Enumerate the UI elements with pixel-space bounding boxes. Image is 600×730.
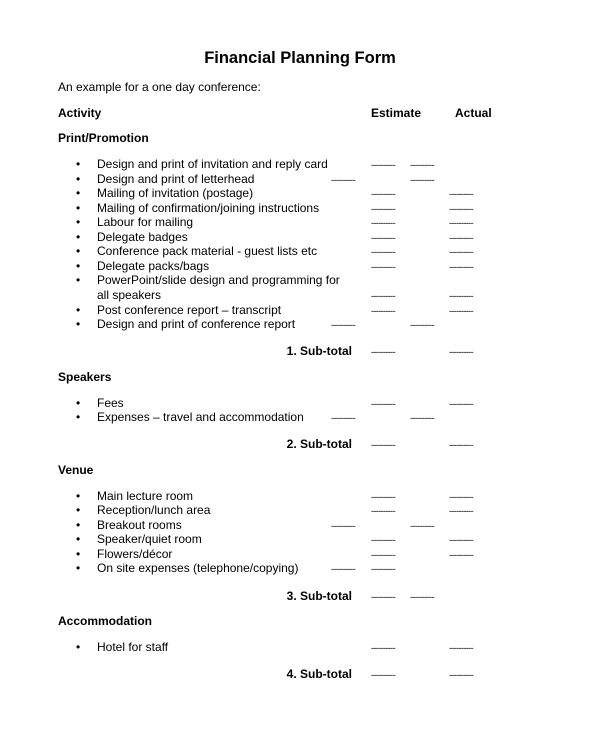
line-item-estimate-blank: ----------	[371, 549, 395, 560]
line-item-label: Post conference report – transcript	[97, 302, 282, 317]
bullet-icon: •	[76, 302, 81, 317]
bullet-icon: •	[76, 517, 81, 532]
line-item-estimate-blank: ----------	[331, 174, 355, 185]
header-actual: Actual	[455, 106, 492, 120]
line-item-label: Mailing of confirmation/joining instructions	[97, 200, 320, 215]
line-item-actual-blank: ----------	[449, 491, 473, 502]
bullet-icon: •	[76, 503, 81, 518]
line-item-actual-blank: ----------	[410, 413, 434, 424]
line-item-estimate-blank: ----------	[371, 203, 395, 214]
line-item-estimate-blank: ----------	[371, 491, 395, 502]
subtotal-actual-blank: ----------	[449, 670, 473, 681]
line-item-label: Design and print of conference report	[97, 317, 296, 332]
line-item-estimate-blank: ----------	[371, 290, 395, 301]
line-item-estimate-blank: ----------	[371, 305, 395, 316]
line-item-estimate-blank: ----------	[331, 320, 355, 331]
line-item-actual-blank: ----------	[449, 535, 473, 546]
line-item-estimate-blank: ----------	[371, 398, 395, 409]
section-heading: Venue	[58, 462, 94, 477]
header-activity: Activity	[58, 106, 102, 120]
bullet-icon: •	[76, 157, 81, 171]
line-item-estimate-blank: ----------	[331, 520, 355, 531]
line-item-actual-blank: ----------	[449, 189, 473, 200]
bullet-icon: •	[76, 258, 81, 273]
line-item-estimate-blank: ----------	[331, 564, 355, 575]
line-item-label: Design and print of invitation and reply card	[97, 157, 328, 171]
bullet-icon: •	[76, 200, 81, 215]
subtitle: An example for a one day conference:	[58, 80, 261, 94]
bullet-icon: •	[76, 640, 81, 654]
line-item-actual-blank: ----------	[449, 261, 473, 272]
line-item-estimate-blank: ----------	[371, 232, 395, 243]
line-item-estimate-blank: ----------	[371, 506, 395, 517]
line-item-estimate-blank: ----------	[331, 413, 355, 424]
header-estimate: Estimate	[371, 106, 422, 120]
bullet-icon: •	[76, 215, 81, 230]
line-item-actual-blank: ----------	[449, 203, 473, 214]
line-item-estimate-blank: ----------	[371, 261, 395, 272]
subtotal-estimate-blank: ----------	[371, 440, 395, 451]
line-item-label: Fees	[97, 395, 124, 410]
line-item-label: Design and print of letterhead	[97, 171, 255, 186]
bullet-icon: •	[76, 410, 81, 425]
bullet-icon: •	[76, 395, 81, 410]
bullet-icon: •	[76, 317, 81, 332]
subtotal-label: 2. Sub-total	[286, 437, 352, 452]
line-item-actual-blank: ----------	[410, 174, 434, 185]
bullet-icon: •	[76, 229, 81, 244]
line-item-label: Reception/lunch area	[97, 503, 211, 518]
line-item-estimate-blank: ----------	[371, 160, 395, 170]
line-item-label-continued: all speakers	[97, 287, 162, 302]
line-item-label: Mailing of invitation (postage)	[97, 186, 254, 201]
line-item-label: PowerPoint/slide design and programming for	[97, 273, 340, 288]
bullet-icon: •	[76, 532, 81, 547]
section-heading: Print/Promotion	[58, 131, 149, 145]
line-item-actual-blank: ----------	[410, 320, 434, 331]
line-item-actual-blank: ----------	[449, 549, 473, 560]
section-heading: Speakers	[58, 369, 112, 384]
line-item-estimate-blank: ----------	[371, 535, 395, 546]
line-item-label: Expenses – travel and accommodation	[97, 410, 304, 425]
line-item-label: Delegate packs/bags	[97, 258, 210, 273]
line-item-actual-blank: ----------	[410, 160, 434, 170]
line-item-label: Labour for mailing	[97, 215, 194, 230]
line-item-estimate-blank: ----------	[371, 218, 395, 229]
line-item-actual-blank: ----------	[410, 520, 434, 531]
line-item-label: On site expenses (telephone/copying)	[97, 561, 299, 576]
line-item-actual-blank: ----------	[449, 218, 473, 229]
line-item-label: Breakout rooms	[97, 517, 182, 532]
bullet-icon: •	[76, 546, 81, 561]
line-item-label: Conference pack material - guest lists etc	[97, 244, 318, 259]
line-item-actual-blank: ----------	[371, 564, 395, 575]
line-item-label: Flowers/décor	[97, 546, 173, 561]
line-item-label: Delegate badges	[97, 229, 188, 244]
subtotal-estimate-blank: ----------	[371, 591, 395, 602]
line-item-actual-blank: ----------	[449, 290, 473, 301]
bullet-icon: •	[76, 488, 81, 503]
page-title: Financial Planning Form	[204, 49, 396, 67]
line-item-actual-blank: ----------	[449, 643, 473, 653]
bullet-icon: •	[76, 273, 81, 288]
subtotal-label: 4. Sub-total	[286, 667, 352, 682]
bullet-icon: •	[76, 171, 81, 186]
subtotal-actual-blank: ----------	[449, 347, 473, 358]
bullet-icon: •	[76, 244, 81, 259]
line-item-actual-blank: ----------	[449, 398, 473, 409]
subtotal-actual-blank: ----------	[449, 440, 473, 451]
line-item-label: Speaker/quiet room	[97, 532, 202, 547]
line-item-estimate-blank: ----------	[371, 643, 395, 653]
line-item-estimate-blank: ----------	[371, 189, 395, 200]
bullet-icon: •	[76, 186, 81, 201]
subtotal-label: 3. Sub-total	[286, 588, 352, 603]
subtotal-actual-blank: ----------	[410, 591, 434, 602]
line-item-actual-blank: ----------	[449, 232, 473, 243]
line-item-actual-blank: ----------	[449, 247, 473, 258]
line-item-actual-blank: ----------	[449, 506, 473, 517]
line-item-estimate-blank: ----------	[371, 247, 395, 258]
bullet-icon: •	[76, 561, 81, 576]
subtotal-estimate-blank: ----------	[371, 670, 395, 681]
line-item-label: Main lecture room	[97, 488, 194, 503]
section-heading: Accommodation	[58, 614, 153, 628]
line-item-label: Hotel for staff	[97, 640, 169, 654]
subtotal-label: 1. Sub-total	[286, 344, 352, 359]
line-item-actual-blank: ----------	[449, 305, 473, 316]
subtotal-estimate-blank: ----------	[371, 347, 395, 358]
